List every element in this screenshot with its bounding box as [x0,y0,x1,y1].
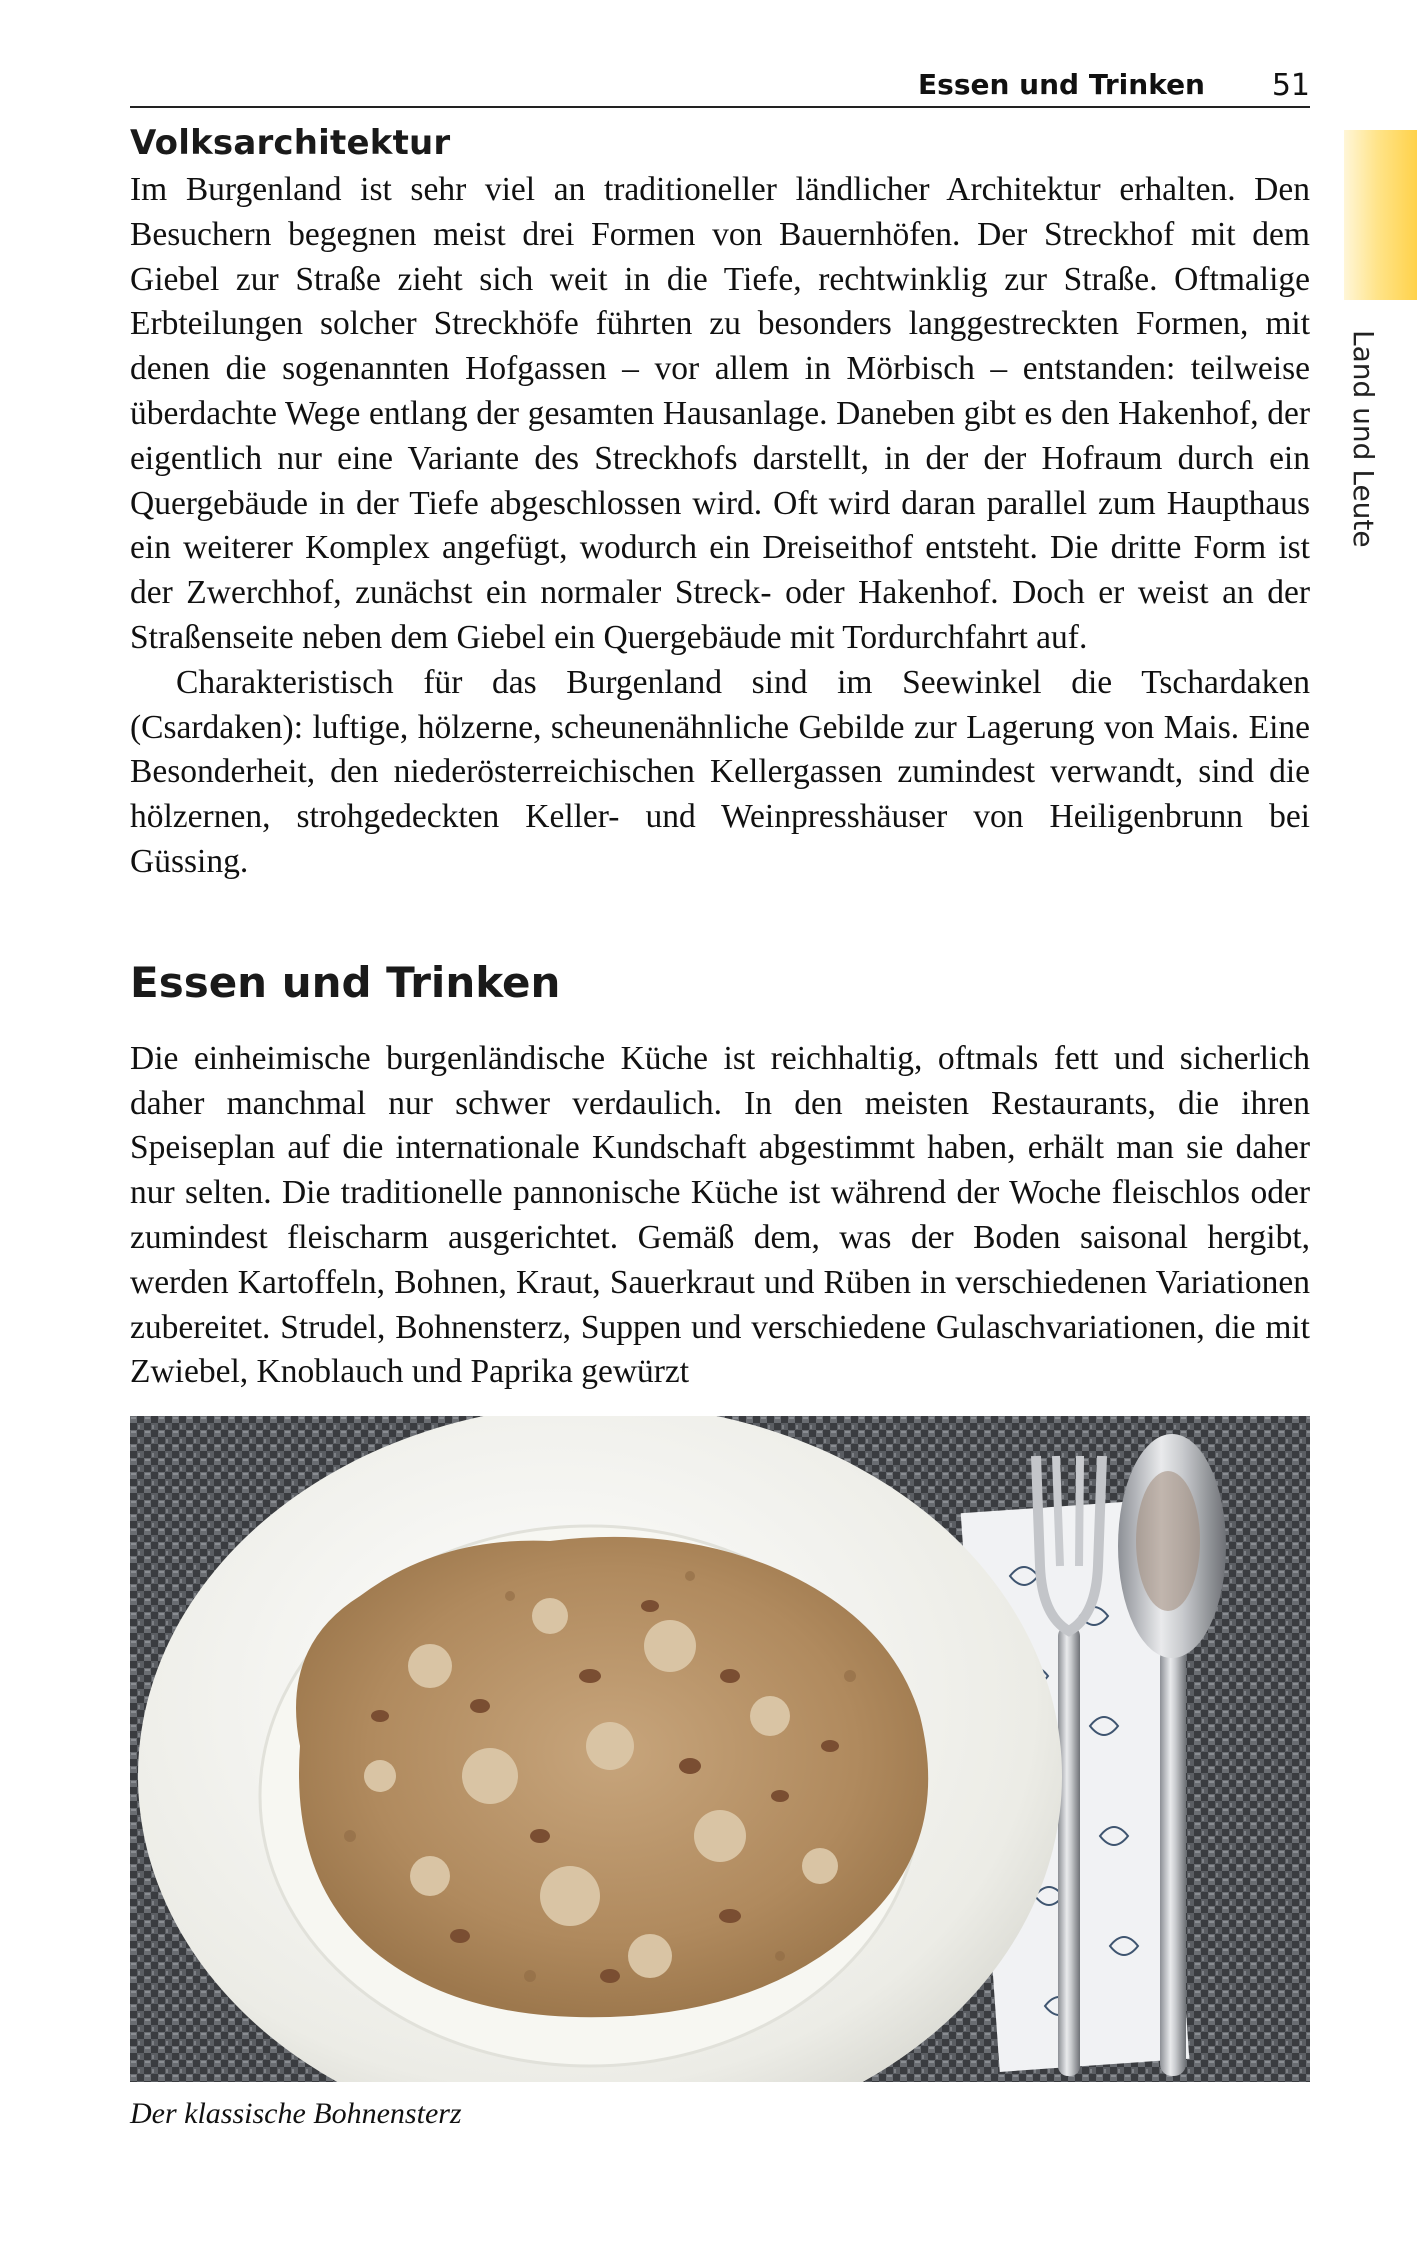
chapter-side-label: Land und Leute [1347,330,1380,548]
photo-caption: Der klassische Bohnensterz [130,2097,462,2130]
page-number: 51 [1271,68,1310,103]
running-header [130,62,1310,108]
chapter-thumb-tab [1344,130,1417,300]
photo-illustration [130,1416,1310,2082]
volksarchitektur-heading: Volksarchitektur [130,123,451,163]
volksarchitektur-paragraph-2: Charakteristisch für das Burgenland sind im Seewinkel die Tschardaken (Csardaken): luftige, hölzerne, scheunenähnliche Gebilde zur Lagerung von Mais. Eine Besonderheit, den niederösterreichischen Kellergassen zumindest verwandt, sind die hölzernen, strohgedeckten Keller- und Weinpresshäuser von Heiligenbrunn bei Güssing. [130,663,1310,880]
essen-paragraph-1: Die einheimische burgenländische Küche ist reichhaltig, oftmals fett und sicherlich daher manchmal nur schwer verdaulich. In den meisten Restaurants, die ihren Speiseplan auf die internationale Kundschaft abgestimmt haben, erhält man sie daher nur selten. Die traditionelle pannonische Küche ist während der Woche fleischlos oder zumindest fleischarm ausgerichtet. Gemäß dem, was der Boden saisonal hergibt, werden Kartoffeln, Bohnen, Kraut, Sauerkraut und Rüben in verschiedenen Variationen zubereitet. Strudel, Bohnensterz, Suppen und verschiedene Gulaschvariationen, die mit Zwiebel, Knoblauch und Paprika gewürzt [130,1039,1310,1391]
volksarchitektur-paragraph-1: Im Burgenland ist sehr viel an traditioneller ländlicher Architektur erhalten. Den Besuchern begegnen meist drei Formen von Bauernhöfen. Der Streckhof mit dem Giebel zur Straße zieht sich weit in die Tiefe, rechtwinklig zur Straße. Oftmalige Erbteilungen solcher Streckhöfe führten zu besonders langgestreckten Formen, mit denen die sogenannten Hofgassen – vor allem in Mörbisch – entstanden: teilweise überdachte Wege entlang der gesamten Hausanlage. Daneben gibt es den Hakenhof, der eigentlich nur eine Variante des Streckhofs darstellt, in der der Hofraum durch ein Quergebäude in der Tiefe abgeschlossen wird. Oft wird daran parallel zum Haupthaus ein weiterer Komplex angefügt, wodurch ein Dreiseithof entsteht. Die dritte Form ist der Zwerchhof, zunächst ein normaler Streck- oder Hakenhof. Doch er weist an der Straßenseite neben dem Giebel ein Quergebäude mit Tordurchfahrt auf. [130,171,1310,656]
bohnensterz-photo [130,1416,1310,2082]
essen-section-heading: Essen und Trinken [130,957,561,1007]
running-title: Essen und Trinken [918,68,1205,101]
main-text-column [130,118,1310,1395]
bohnensterz-crumble [296,1537,928,2017]
